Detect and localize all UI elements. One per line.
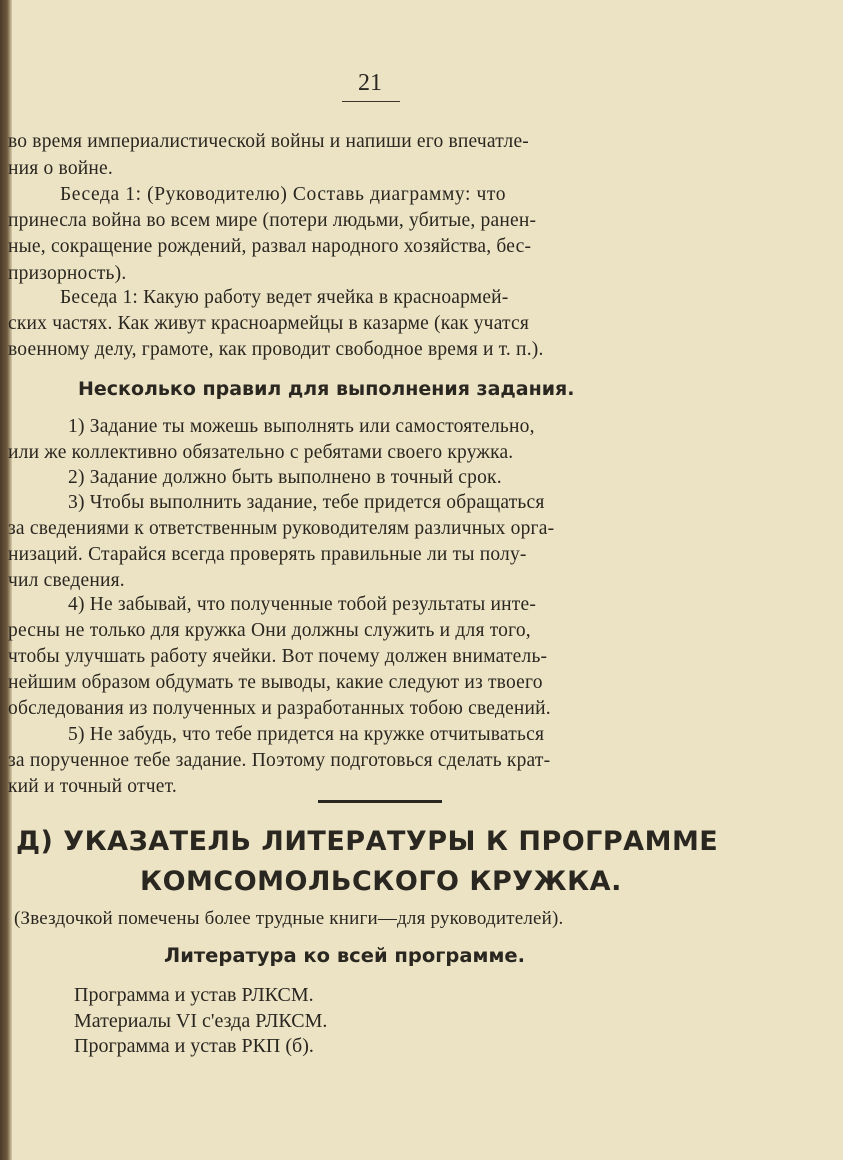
rule-line: 5) Не забудь, что тебе придется на кружке отчитываться [68,724,545,745]
section-heading-line1: Д) УКАЗАТЕЛЬ ЛИТЕРАТУРЫ К ПРОГРАММЕ [16,826,719,857]
rule-line: 4) Не забывай, что полученные тобой результаты инте- [68,594,537,615]
literature-item: Программа и устав РКП (б). [74,1035,314,1057]
text-line: Беседа 1: (Руководителю) Составь диаграмму: что [60,184,507,205]
text-line: принесла война во всем мире (потери людьми, убитые, ранен- [8,210,537,231]
page-number: 21 [358,70,382,96]
rule-line: за сведениями к ответственным руководителям различных орга- [8,518,555,539]
text-line: ные, сокращение рождений, развал народного хозяйства, бес- [8,236,532,257]
rule-line: обследования из полученных и разработанных тобою сведений. [8,698,551,719]
text-line: ских частях. Как живут красноармейцы в казарме (как учатся [8,313,530,334]
rule-line: или же коллективно обязательно с ребятами своего кружка. [8,442,514,463]
rule-line: 1) Задание ты можешь выполнять или самостоятельно, [68,416,535,437]
section-note: (Звездочкой помечены более трудные книги—для руководителей). [14,908,564,929]
literature-item: Материалы VI с'езда РЛКСМ. [74,1010,328,1032]
rule-line: нейшим образом обдумать те выводы, какие следуют из твоего [8,672,543,693]
rule-line: 3) Чтобы выполнить задание, тебе придется обращаться [68,492,545,513]
text-line: призорность). [8,263,127,284]
text-line: во время империалистической войны и напиши его впечатле- [8,131,529,152]
literature-heading: Литература ко всей программе. [164,944,526,967]
page-number-underline [342,101,400,102]
text-line: ния о войне. [8,158,113,179]
rule-line: кий и точный отчет. [8,776,177,797]
literature-item: Программа и устав РЛКСМ. [74,984,314,1006]
rule-line: ресны не только для кружка Они должны служить и для того, [8,620,531,641]
text-line: военному делу, грамоте, как проводит свободное время и т. п.). [8,339,544,360]
text-line: Беседа 1: Какую работу ведет ячейка в красноармей- [60,287,509,308]
rule-line: за порученное тебе задание. Поэтому подготовься сделать крат- [8,750,551,771]
rule-line: чил сведения. [8,570,125,591]
rules-heading: Несколько правил для выполнения задания. [78,378,575,400]
section-heading-line2: КОМСОМОЛЬСКОГО КРУЖКА. [140,866,622,897]
rule-line: 2) Задание должно быть выполнено в точный срок. [68,467,502,488]
rule-line: чтобы улучшать работу ячейки. Вот почему должен вниматель- [8,646,548,667]
rule-line: низаций. Старайся всегда проверять правильные ли ты полу- [8,544,527,565]
section-divider [318,800,442,803]
